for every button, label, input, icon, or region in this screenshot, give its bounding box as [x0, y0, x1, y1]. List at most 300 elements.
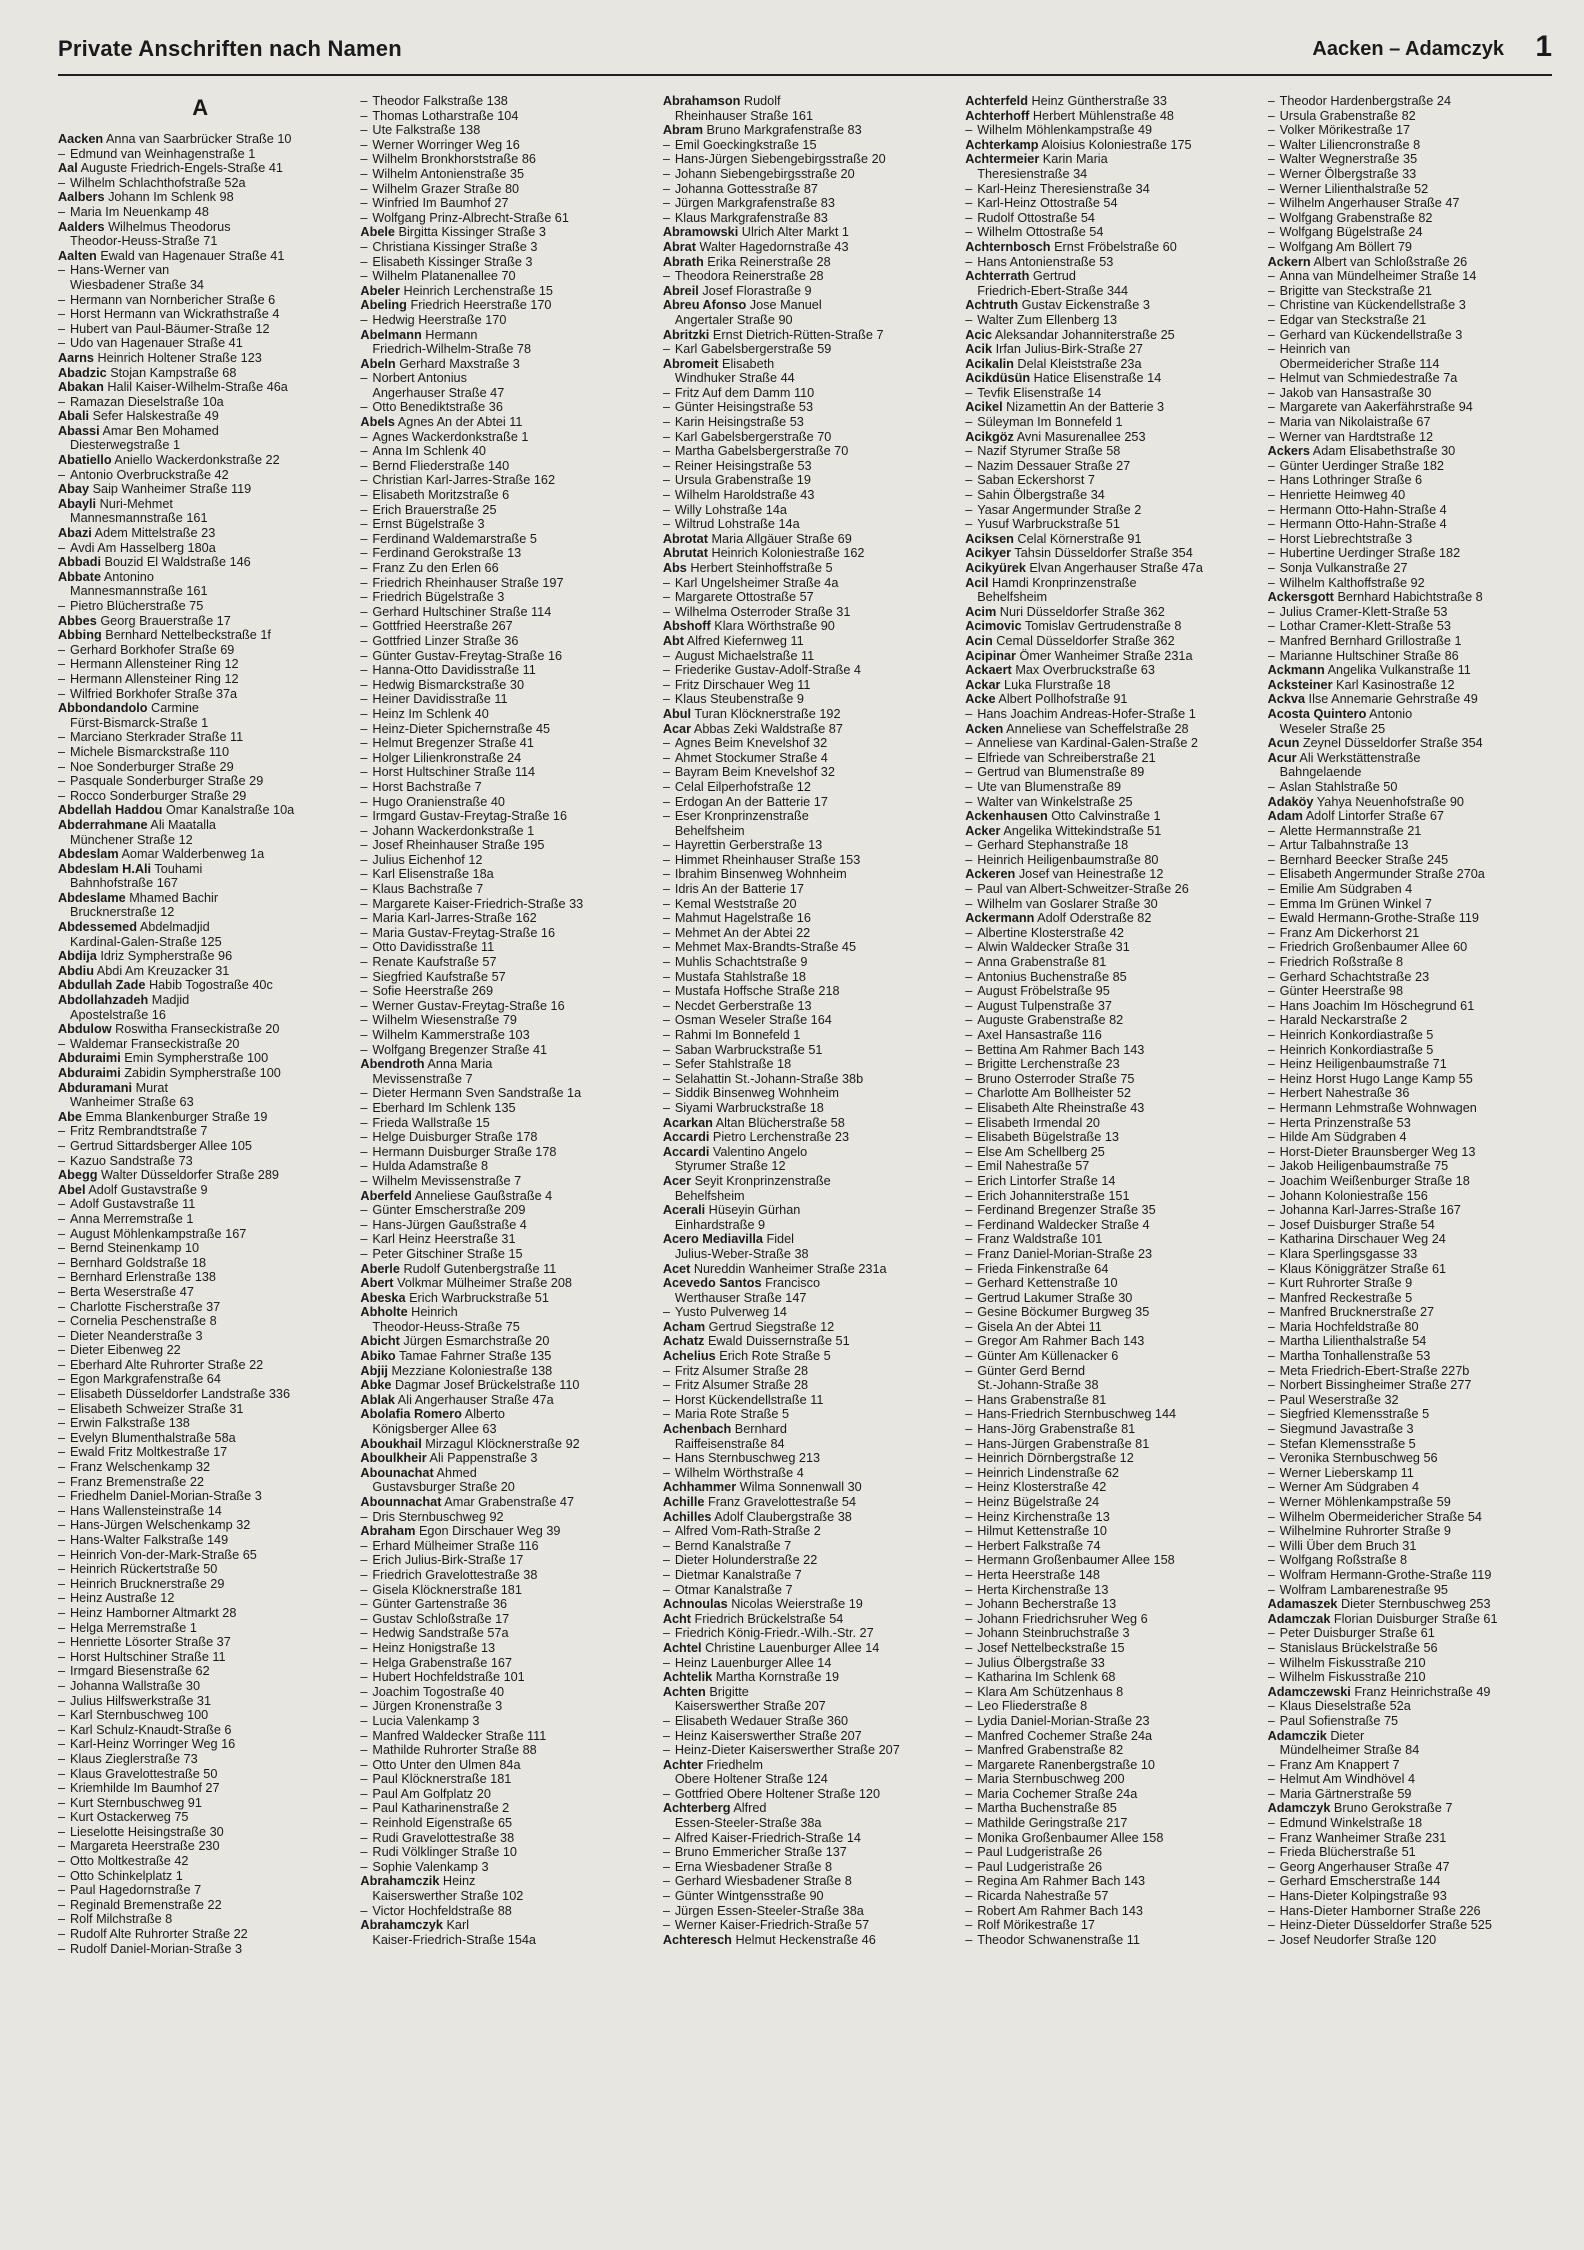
directory-entry	[663, 1685, 947, 1700]
entry-text: Peter Duisburger Straße 61	[1279, 1626, 1435, 1641]
directory-entry	[965, 1597, 1249, 1612]
directory-entry	[965, 1043, 1249, 1058]
dash-marker: –	[965, 1640, 973, 1655]
surname: Abelmann	[360, 327, 422, 342]
dash-marker: –	[1267, 561, 1275, 575]
dash-marker: –	[662, 166, 670, 181]
directory-entry	[1268, 1422, 1552, 1437]
dash-marker: –	[662, 1713, 670, 1728]
dash-marker: –	[58, 1854, 66, 1869]
entry-text: Hans Joachim Andreas-Hofer-Straße 1	[977, 706, 1196, 721]
entry-text: Friedrich Gravelottestraße 38	[372, 1567, 538, 1582]
dash-marker: –	[965, 1363, 973, 1378]
dash-marker: –	[965, 210, 973, 225]
entry-text: August Tulpenstraße 37	[977, 998, 1112, 1013]
surname: Abegg	[58, 1168, 98, 1183]
directory-entry	[965, 853, 1249, 868]
entry-text: Bruno Gerokstraße 7	[1333, 1801, 1453, 1816]
entry-text: Werner van Hardtstraße 12	[1279, 429, 1434, 444]
dash-marker: –	[1267, 1495, 1275, 1509]
dash-marker: –	[965, 1188, 973, 1203]
entry-text: Maria Karl-Jarres-Straße 162	[372, 911, 537, 926]
directory-entry	[58, 993, 342, 1008]
dash-marker: –	[58, 1824, 66, 1839]
directory-entry	[965, 123, 1249, 138]
directory-entry	[1268, 955, 1552, 970]
directory-entry	[360, 1612, 644, 1627]
dash-marker: –	[58, 1883, 66, 1898]
directory-entry	[965, 1305, 1249, 1320]
directory-entry	[1268, 1145, 1552, 1160]
directory-entry	[965, 167, 1249, 182]
entry-text: Bayram Beim Knevelshof 32	[674, 765, 835, 780]
directory-entry	[360, 1086, 644, 1101]
directory-entry	[1268, 109, 1552, 124]
dash-marker: –	[965, 1100, 973, 1115]
entry-text: Wilhelm Antonienstraße 35	[372, 166, 525, 181]
entry-text: Anneliese van Scheffelstraße 28	[1006, 721, 1189, 736]
directory-entry	[965, 1787, 1249, 1802]
dash-marker: –	[965, 1261, 973, 1276]
entry-text: Irmgard Gustav-Freytag-Straße 16	[372, 809, 568, 824]
surname: Aalten	[58, 248, 97, 263]
directory-entry	[663, 444, 947, 459]
directory-entry	[360, 1480, 644, 1495]
directory-entry	[663, 1466, 947, 1481]
directory-entry	[58, 1095, 342, 1110]
entry-text: Maria Sternbuschweg 200	[977, 1772, 1125, 1787]
dash-marker: –	[1267, 1261, 1275, 1276]
entry-text: Ursula Grabenstraße 82	[1279, 108, 1416, 123]
surname: Acevedo Santos	[662, 1276, 762, 1291]
dash-marker: –	[1267, 940, 1275, 955]
directory-entry	[663, 1028, 947, 1043]
surname: Abjij	[360, 1363, 388, 1378]
surname: Acikgöz	[965, 429, 1014, 444]
entry-text: Egon Dirschauer Weg 39	[418, 1524, 561, 1539]
directory-entry	[360, 1189, 644, 1204]
surname: Acikel	[965, 400, 1003, 415]
directory-entry	[663, 1174, 947, 1189]
directory-entry	[58, 1898, 342, 1913]
surname: Acarkan	[662, 1115, 713, 1130]
dash-marker: –	[1267, 604, 1275, 619]
dash-marker: –	[662, 1524, 670, 1539]
directory-entry	[965, 1466, 1249, 1481]
directory-entry	[1268, 211, 1552, 226]
indent-spacer	[663, 1218, 675, 1233]
directory-entry	[360, 1174, 644, 1189]
directory-entry	[1268, 940, 1552, 955]
surname: Abritzki	[662, 327, 710, 342]
entry-text: Rudolf Alte Ruhrorter Straße 22	[70, 1927, 248, 1942]
directory-entry	[58, 1664, 342, 1679]
entry-text: Zabidin Sympherstraße 100	[124, 1066, 281, 1080]
entry-text: Rheinhauser Straße 161	[674, 108, 814, 123]
directory-entry	[58, 147, 342, 162]
directory-entry	[58, 1591, 342, 1606]
dash-marker: –	[1267, 210, 1275, 225]
indent-spacer	[58, 716, 70, 731]
dash-marker: –	[58, 1153, 66, 1168]
directory-entry	[1268, 634, 1552, 649]
directory-entry	[965, 1685, 1249, 1700]
directory-entry	[58, 599, 342, 614]
entry-text: Osman Weseler Straße 164	[674, 1013, 832, 1028]
entry-text: Wilhelm Fiskusstraße 210	[1279, 1670, 1426, 1685]
directory-entry	[663, 1451, 947, 1466]
directory-entry	[58, 760, 342, 775]
entry-text: Rudi Völklinger Straße 10	[372, 1845, 517, 1860]
entry-text: Heinrich Lerchenstraße 15	[403, 283, 553, 298]
directory-entry	[1268, 400, 1552, 415]
dash-marker: –	[965, 502, 973, 517]
dash-marker: –	[662, 517, 670, 532]
surname: Acikdüsün	[965, 371, 1031, 386]
dash-marker: –	[58, 1343, 66, 1358]
directory-entry	[663, 1495, 947, 1510]
directory-entry	[360, 663, 644, 678]
entry-text: Ali Maatalla	[150, 817, 216, 832]
directory-entry	[58, 1621, 342, 1636]
entry-text: Ernst Bügelstraße 3	[372, 517, 485, 532]
directory-entry	[965, 94, 1249, 109]
directory-entry	[1268, 1203, 1552, 1218]
directory-entry	[58, 833, 342, 848]
directory-entry	[965, 1232, 1249, 1247]
directory-entry	[965, 1130, 1249, 1145]
entry-text: Norbert Bissingheimer Straße 277	[1279, 1378, 1472, 1393]
dash-marker: –	[965, 1028, 973, 1042]
dash-marker: –	[1267, 1028, 1275, 1042]
indent-spacer	[58, 1095, 70, 1110]
entry-text: Heinz	[442, 1874, 476, 1889]
entry-text: Heinrich Konkordiastraße 5	[1279, 1042, 1434, 1057]
surname: Abeler	[360, 283, 400, 298]
dash-marker: –	[965, 1553, 973, 1568]
entry-text: Dieter	[1330, 1728, 1365, 1743]
surname: Acerali	[662, 1203, 706, 1218]
directory-entry	[58, 1081, 342, 1096]
entry-text: Yusto Pulverweg 14	[674, 1305, 787, 1320]
entry-text: Kriemhilde Im Baumhof 27	[70, 1781, 220, 1796]
dash-marker: –	[360, 196, 368, 211]
directory-entry	[965, 1174, 1249, 1189]
dash-marker: –	[965, 123, 973, 138]
entry-text: Lydia Daniel-Morian-Straße 23	[977, 1713, 1150, 1728]
directory-entry	[360, 999, 644, 1014]
entry-text: Emma Im Grünen Winkel 7	[1279, 896, 1432, 911]
surname: Achhammer	[662, 1480, 737, 1495]
directory-entry	[1268, 619, 1552, 634]
dash-marker: –	[965, 1699, 973, 1714]
dash-marker: –	[360, 561, 368, 575]
entry-text: Pietro Lerchenstraße 23	[712, 1130, 850, 1145]
directory-entry	[58, 1154, 342, 1169]
dash-marker: –	[58, 307, 66, 322]
dash-marker: –	[662, 852, 670, 867]
dash-marker: –	[1267, 1173, 1275, 1188]
directory-entry	[58, 1781, 342, 1796]
entry-text: Maria van Nikolaistraße 67	[1279, 415, 1431, 430]
directory-entry	[360, 1232, 644, 1247]
entry-text: Otmar Kanalstraße 7	[674, 1582, 793, 1597]
directory-entry	[965, 1437, 1249, 1452]
entry-text: Günter Heerstraße 98	[1279, 984, 1404, 999]
dash-marker: –	[1267, 1144, 1275, 1159]
entry-text: Bernd Kanalstraße 7	[674, 1538, 792, 1553]
entry-text: Johann Im Schlenk 98	[108, 190, 234, 205]
entry-text: Wilhelm Platanenallee 70	[372, 269, 516, 284]
dash-marker: –	[1267, 1772, 1275, 1787]
entry-text: St.-Johann-Straße 38	[977, 1378, 1099, 1393]
entry-text: Mannesmannstraße 161	[70, 511, 208, 526]
directory-entry	[663, 1553, 947, 1568]
dash-marker: –	[965, 1217, 973, 1232]
surname: Acur	[1267, 750, 1297, 765]
entry-text: Lucia Valenkamp 3	[372, 1713, 480, 1728]
entry-text: Siyami Warbruckstraße 18	[674, 1100, 824, 1115]
directory-entry	[965, 692, 1249, 707]
directory-entry	[1268, 970, 1552, 985]
entry-text: Hans Lothringer Straße 6	[1279, 473, 1423, 488]
entry-text: Anna Grabenstraße 81	[977, 955, 1107, 970]
entry-text: Ernst Fröbelstraße 60	[1054, 239, 1177, 254]
directory-entry	[1268, 503, 1552, 518]
directory-entry	[965, 1670, 1249, 1685]
entry-text: Wolfram Lambarenestraße 95	[1279, 1582, 1448, 1597]
directory-entry	[1268, 1116, 1552, 1131]
entry-text: Ali Pappenstraße 3	[429, 1451, 538, 1466]
surname: Acet	[662, 1261, 691, 1276]
dash-marker: –	[360, 633, 368, 648]
entry-text: Lothar Cramer-Klett-Straße 53	[1279, 619, 1451, 634]
entry-text: Delal Kleiststraße 23a	[1017, 356, 1142, 371]
dash-marker: –	[662, 1786, 670, 1801]
directory-entry	[663, 765, 947, 780]
directory-entry	[360, 897, 644, 912]
entry-text: Gertrud van Blumenstraße 89	[977, 765, 1145, 780]
directory-entry	[1268, 313, 1552, 328]
entry-text: Paul Hagedornstraße 7	[70, 1883, 202, 1898]
directory-entry	[1268, 1801, 1552, 1816]
entry-text: Celal Körnerstraße 91	[1017, 531, 1142, 546]
dash-marker: –	[58, 1270, 66, 1285]
surname: Achtermeier	[965, 152, 1040, 167]
dash-marker: –	[58, 1868, 66, 1883]
dash-marker: –	[965, 1436, 973, 1451]
directory-entry	[360, 196, 644, 211]
entry-text: Horst Kückendellstraße 11	[674, 1392, 824, 1407]
entry-text: Kardinal-Galen-Straße 125	[70, 934, 222, 949]
directory-entry	[663, 1524, 947, 1539]
entry-text: Johann Becherstraße 13	[977, 1597, 1117, 1612]
entry-text: Paul Katharinenstraße 2	[372, 1801, 510, 1816]
dash-marker: –	[58, 1226, 66, 1241]
dash-marker: –	[360, 458, 368, 473]
entry-text: Tamae Fahrner Straße 135	[398, 1349, 552, 1364]
entry-text: Ilse Annemarie Gehrstraße 49	[1308, 692, 1478, 707]
column-3	[663, 94, 947, 2194]
entry-text: Sonja Vulkanstraße 27	[1279, 561, 1408, 575]
directory-entry	[360, 1247, 644, 1262]
entry-text: Bernhard Habichtstraße 8	[1337, 590, 1483, 605]
entry-text: Klaus Steubenstraße 9	[674, 692, 804, 707]
directory-entry	[360, 736, 644, 751]
directory-entry	[965, 605, 1249, 620]
entry-text: Kazuo Sandstraße 73	[70, 1153, 193, 1168]
entry-text: Hedwig Bismarckstraße 30	[372, 677, 524, 692]
entry-text: Holger Lilienkronstraße 24	[372, 750, 522, 765]
directory-entry	[663, 1874, 947, 1889]
dash-marker: –	[662, 1363, 670, 1378]
directory-entry	[965, 400, 1249, 415]
surname: Ackeren	[965, 867, 1016, 882]
dash-marker: –	[965, 517, 973, 532]
entry-text: Stefan Klemensstraße 5	[1279, 1436, 1416, 1451]
directory-entry	[663, 619, 947, 634]
directory-entry	[360, 692, 644, 707]
entry-text: Erich Lintorfer Straße 14	[977, 1173, 1116, 1188]
directory-entry	[58, 1183, 342, 1198]
dash-marker: –	[360, 692, 368, 707]
surname: Achtelik	[662, 1670, 713, 1685]
directory-entry	[965, 255, 1249, 270]
dash-marker: –	[1267, 531, 1275, 546]
directory-entry	[360, 1028, 644, 1043]
directory-entry	[663, 167, 947, 182]
entry-text: Elisabeth Alte Rheinstraße 43	[977, 1100, 1145, 1115]
entry-text: Nazim Dessauer Straße 27	[977, 458, 1131, 473]
directory-entry	[360, 751, 644, 766]
directory-entry	[1268, 1480, 1552, 1495]
indent-spacer	[663, 1247, 675, 1262]
entry-text: Bernhard Goldstraße 18	[70, 1255, 207, 1270]
entry-text: Zeynel Düsseldorfer Straße 354	[1302, 736, 1483, 751]
directory-entry	[965, 473, 1249, 488]
entry-text: Sefer Halskestraße 49	[92, 409, 219, 424]
directory-entry	[58, 1752, 342, 1767]
entry-text: Jürgen Markgrafenstraße 83	[674, 196, 835, 211]
dash-marker: –	[965, 1495, 973, 1509]
directory-entry	[58, 935, 342, 950]
directory-entry	[965, 1334, 1249, 1349]
entry-text: Friedrich Heerstraße 170	[410, 298, 552, 313]
entry-text: Angertaler Straße 90	[674, 312, 793, 327]
dash-marker: –	[965, 984, 973, 999]
surname: Abassi	[58, 423, 100, 438]
directory-entry	[663, 357, 947, 372]
entry-text: Kurt Sternbuschweg 91	[70, 1795, 202, 1810]
entry-text: Paul Sofienstraße 75	[1279, 1713, 1399, 1728]
surname: Ackmann	[1267, 663, 1325, 678]
indent-spacer	[663, 1699, 675, 1714]
dash-marker: –	[58, 599, 66, 613]
entry-text: Albert van Schloßstraße 26	[1313, 254, 1468, 269]
indent-spacer	[360, 1072, 372, 1087]
dash-marker: –	[58, 1533, 66, 1547]
dash-marker: –	[1267, 1757, 1275, 1772]
directory-entry	[965, 824, 1249, 839]
entry-text: Else Am Schellberg 25	[977, 1144, 1105, 1159]
directory-entry	[965, 1583, 1249, 1598]
dash-marker: –	[662, 911, 670, 926]
entry-text: Julius Eichenhof 12	[372, 852, 483, 867]
entry-text: Anneliese van Kardinal-Galen-Straße 2	[977, 736, 1198, 751]
dash-marker: –	[1267, 1100, 1275, 1115]
directory-entry	[58, 1883, 342, 1898]
entry-text: Rahmi Im Bonnefeld 1	[674, 1028, 801, 1042]
entry-text: Heinz Güntherstraße 33	[1031, 94, 1167, 108]
dash-marker: –	[662, 181, 670, 196]
directory-entry	[360, 1918, 644, 1933]
directory-entry	[58, 1329, 342, 1344]
dash-marker: –	[1267, 1509, 1275, 1524]
entry-text: Regina Am Rahmer Bach 143	[977, 1874, 1146, 1889]
directory-entry	[965, 590, 1249, 605]
entry-text: Ahmed	[436, 1465, 477, 1480]
entry-text: Behelfsheim	[977, 590, 1048, 605]
entry-text: Hans-Dieter Hamborner Straße 226	[1279, 1903, 1481, 1918]
directory-entry	[360, 780, 644, 795]
dash-marker: –	[58, 1693, 66, 1708]
dash-marker: –	[58, 394, 66, 409]
directory-entry	[360, 1699, 644, 1714]
directory-entry	[663, 1276, 947, 1291]
directory-entry	[663, 1933, 947, 1948]
surname: Achatz	[662, 1334, 705, 1349]
dash-marker: –	[1267, 1319, 1275, 1334]
entry-text: Siegfried Kaufstraße 57	[372, 969, 506, 984]
directory-entry	[360, 1583, 644, 1598]
dash-marker: –	[58, 671, 66, 686]
dash-marker: –	[662, 984, 670, 999]
entry-text: Bouzid El Waldstraße 146	[104, 555, 251, 570]
entry-text: Gerhard Kettenstraße 10	[977, 1276, 1118, 1291]
dash-marker: –	[965, 1319, 973, 1334]
directory-entry	[58, 176, 342, 191]
dash-marker: –	[360, 488, 368, 503]
directory-entry	[965, 1553, 1249, 1568]
surname: Achterkamp	[965, 137, 1039, 152]
directory-entry	[965, 1247, 1249, 1262]
directory-entry	[965, 1904, 1249, 1919]
entry-text: Peter Gitschiner Straße 15	[372, 1246, 523, 1261]
directory-entry	[965, 1145, 1249, 1160]
directory-entry	[58, 1008, 342, 1023]
directory-entry	[1268, 1072, 1552, 1087]
directory-entry	[965, 1889, 1249, 1904]
entry-text: Johanna Gottesstraße 87	[674, 181, 818, 196]
entry-text: Charlotte Am Bollheister 52	[977, 1086, 1131, 1101]
entry-text: Avni Masurenallee 253	[1016, 429, 1146, 444]
entry-text: Pietro Blücherstraße 75	[70, 599, 204, 613]
directory-entry	[360, 1524, 644, 1539]
entry-text: Nizamettin An der Batterie 3	[1006, 400, 1165, 415]
indent-spacer	[360, 1480, 372, 1495]
directory-entry	[58, 628, 342, 643]
dash-marker: –	[965, 444, 973, 459]
directory-entry	[663, 1641, 947, 1656]
entry-text: Martha Tonhallenstraße 53	[1279, 1349, 1431, 1364]
dash-marker: –	[360, 400, 368, 415]
directory-entry	[1268, 605, 1552, 620]
directory-entry	[663, 736, 947, 751]
dash-marker: –	[1267, 1480, 1275, 1495]
entry-text: Antonino	[103, 569, 154, 584]
directory-entry	[360, 152, 644, 167]
dash-marker: –	[360, 531, 368, 546]
